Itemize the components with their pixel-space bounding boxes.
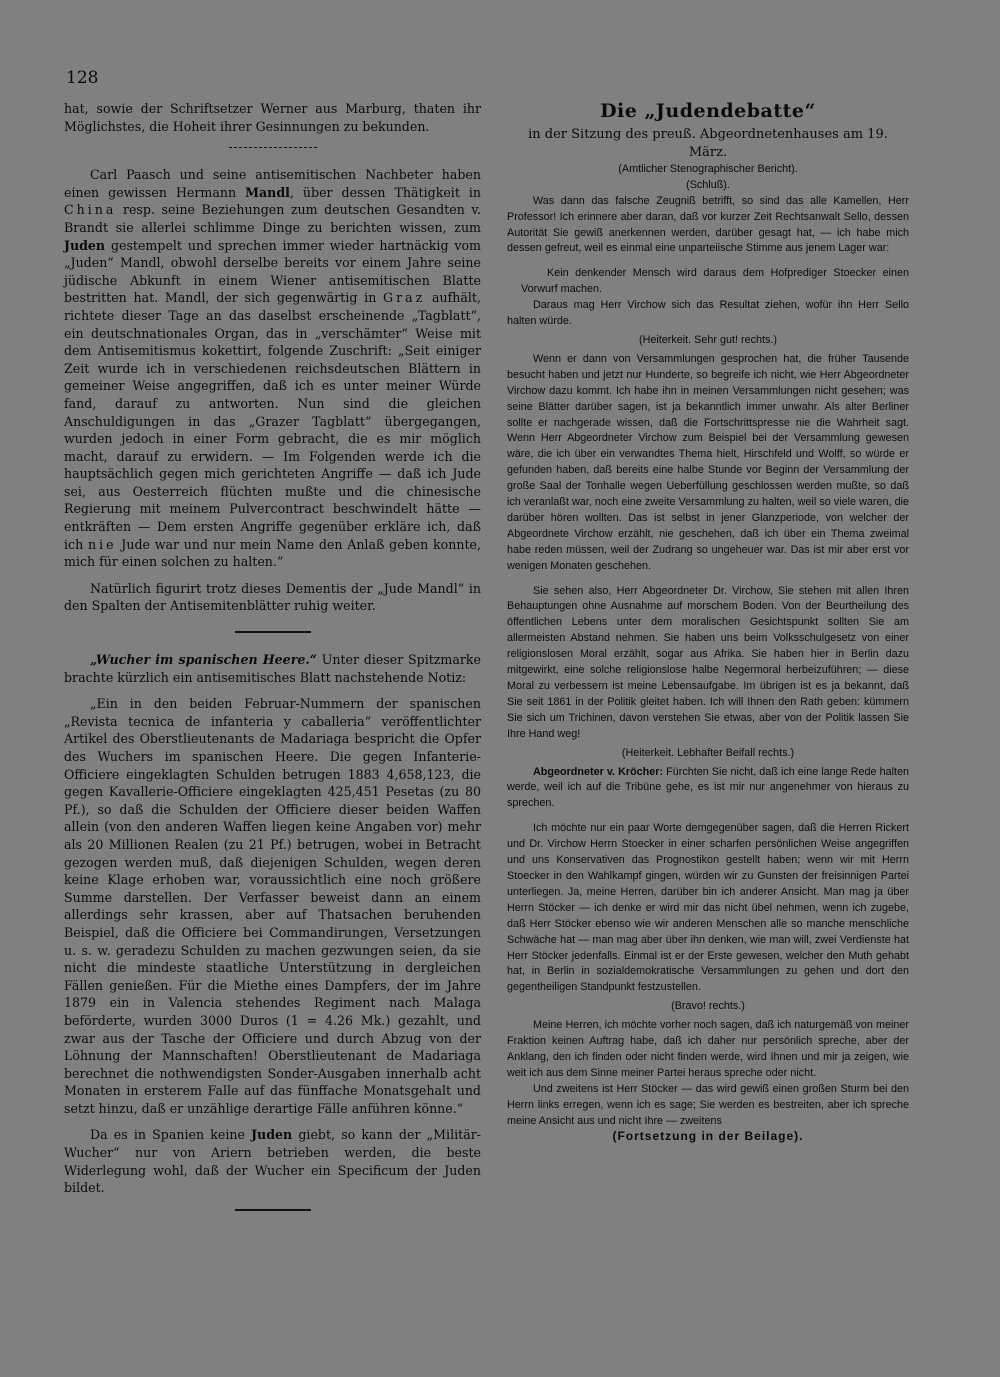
- text-span: gestempelt und sprechen immer wieder hartnäckig vom „Juden“ Mandl, obwohl derselbe bereits vor einem Jahre seine jüdische Abkunft in einem Wiener antisemitischen Blatte bestritten hat. Mandl, der sich gegenwärtig in: [64, 237, 481, 306]
- word-china: China: [64, 202, 117, 218]
- spacer: [64, 571, 481, 580]
- text-span: Unter dieser Spitzmarke brachte kürzlich ein antisemitisches Blatt nachstehende Notiz:: [64, 652, 481, 685]
- reaction-1: (Heiterkeit. Sehr gut! rechts.): [638, 333, 777, 346]
- right-paragraph-2: Daraus mag Herr Virchow sich das Resultat ziehen, wofür ihn Herr Sello halten würde.: [507, 299, 909, 328]
- text-span: resp. seine Beziehungen zum deutschen Gesandten v. Brandt sie allerlei schlimme Dinge zu berichten wissen, zum: [64, 202, 481, 235]
- text-span: Da es in Spanien keine: [90, 1127, 252, 1143]
- text-span: Jude war und nur mein Name den Anlaß geben konnte, mich für einen solchen zu halten.“: [64, 536, 481, 570]
- word-graz: Graz: [383, 290, 426, 306]
- right-paragraph-5: Ich möchte nur ein paar Worte demgegenüber sagen, daß die Herren Rickert und Dr. Virchow Herrn Stoecker in einer scharfen persönlichen Weise angegriffen und uns Konservativen das Prognostikon gestellt haben; wenn wir mit Herrn Stoecker in den Wahlkampf gingen, würden wir zu Gunsten der freisinnigen Partei unterliegen. Ja, meine Herren, darüber bin ich anderer Ansicht. Man mag ja über Herrn Stöcker — ich denke er wird mir das nicht übel nehmen, wenn ich zugebe, daß Herr Stöcker ebenso wie wir anderen Menschen alle so manche menschliche Schwäche hat — man mag aber über ihn denken, wie man will, zwei Verdienste hat Herr Stöcker jedenfalls. Einmal ist er der Erste gewesen, welcher den Muth gehabt hat, in Berlin in sozialdemokratische Versammlungen zu gehen und dort den gegentheiligen Standpunkt festzustellen.: [507, 822, 909, 994]
- right-paragraph-3: Wenn er dann von Versammlungen gesprochen hat, die früher Tausende besucht haben und jetzt nur Hunderte, so begreife ich nicht, wie Herr Abgeordneter Virchow dazu kommt. Ich habe ihn in meinen Versammlungen nicht gesehen; was seine Blätter darüber sagen, ist ja bekanntlich immer unwahr. Als alter Berliner sollte er nachgerade wissen, daß die Fortschrittspresse nie die Wahrheit sagt. Wenn Herr Abgeordneter Virchow zum Beispiel bei der Versammlung gewesen wäre, die ich über ein verwandtes Thema hielt, Hirschfeld und Wolff, so würde er gefunden haben, daß bereits eine halbe Stunde vor Beginn der Versammlung der große Saal der Tonhalle wegen Ueberfüllung geschlossen werden mußte, so daß ich veranlaßt war, noch eine zweite Versammlung zu halten, weil so viele waren, die darüber hören wollten. Das ist selbst in jener Glanzperiode, von welcher der Abgeordnete Virchow erzählt, nie geschehen, daß ich über ein Thema zweimal habe reden müssen, weil der Zudrang so ungeheuer war. Das ist mir aber erst vor wenigen Monaten geschehen.: [507, 352, 909, 572]
- text-span: Carl Paasch und seine antisemitischen Nachbeter haben einen gewissen Hermann: [64, 167, 481, 200]
- left-paragraph-conclusion: [64, 1126, 481, 1196]
- word-juden: Juden: [251, 1127, 293, 1143]
- left-paragraph-1: hat, sowie der Schriftsetzer Werner aus Marburg, thaten ihr Möglichstes, die Hoheit ihrer Gesinnungen zu bekunden.: [64, 101, 481, 134]
- reaction-3: (Bravo! rechts.): [671, 1000, 745, 1013]
- right-column: [507, 100, 909, 1145]
- left-column: [64, 100, 481, 1211]
- end-separator: [235, 1209, 311, 1211]
- speaker-name: Abgeordneter v. Kröcher:: [533, 765, 664, 778]
- name-mandl: Mandl: [245, 184, 290, 200]
- right-paragraph-4: Sie sehen also, Herr Abgeordneter Dr. Virchow, Sie stehen mit allen Ihren Behauptungen ohne Ausnahme auf morschem Boden. Von der Beurtheilung des öffentlichen Lebens unter dem moralischen Gesichtspunkt sollten Sie am allermeisten Abstand nehmen. Sie haben uns beim Volksschulgesetz von einer religionslosen Moral erzählt, sogar aus Afrika. Sie haben hier in Berlin dazu mitgewirkt, eine solche religionslose halbe Negermoral herbeizuführen; — diese Moral zu verbessern ist meine Lebensaufgabe. Im übrigen ist es ja bekannt, daß Sie seit 1861 in der Politik gleitet haben. Ich will Ihnen den Rath geben: kümmern Sie sich um Trichinen, davon verstehen Sie etwas, aber von der Politik lassen Sie Ihre Hand weg!: [507, 584, 909, 740]
- article-part-note: (Schluß).: [686, 178, 730, 191]
- article-subtitle: in der Sitzung des preuß. Abgeordnetenhauses am 19. März.: [528, 126, 888, 160]
- right-paragraph-kroecher: [507, 765, 909, 813]
- text-span: giebt, so kann der „Militär-Wucher“ nur von Ariern betrieben werden, die beste Widerlegung wohl, daß der Wucher ein Specificum der Juden bildet.: [64, 1127, 481, 1196]
- text-span: aufhält, richtete dieser Tage an das daselbst erscheinende „Tagblatt“, ein deutschnationales Organ, das in „verschämter“ Weise mit dem Antisemitismus kokettirt, folgende Zuschrift: „Seit einiger Zeit wurde ich in verschiedenen reichsdeutschen Blättern in gemeiner Weise angegriffen, daß ich es unter meiner Würde fand, darauf zu antworten. Nun sind die gleichen Anschuldigungen in das „Grazer Tagblatt“ übergegangen, wurden jedoch in einer Form gebracht, die es mir möglich macht, darauf zu erwidern. — Im Folgenden werde ich die hauptsächlich gegen mich gerichteten Angriffe — daß ich Jude sei, aus Oesterreich flüchten mußte und die chinesische Regierung mit meinem Pulvercontract beschwindelt hätte — entkräften — Dem ersten Angriffe gegenüber erkläre ich, daß ich: [64, 290, 481, 552]
- dashed-separator: [229, 147, 317, 148]
- left-paragraph-mandl: [64, 166, 481, 571]
- spacer: [507, 575, 909, 584]
- article-title: Die „Judendebatte“: [600, 100, 816, 122]
- text-span: Fürchten Sie nicht, daß ich eine lange Rede halten werde, weil ich auf die Tribüne gehe, es ist mir nur angenehmer von hieraus zu sprechen.: [507, 765, 910, 810]
- left-paragraph-wucher-quote: „Ein in den beiden Februar-Nummern der spanischen „Revista tecnica de infanteria y caballeria“ veröffentlichter Artikel des Oberstlieutenants de Madariaga bespricht die Opfer des Wuchers im spanischen Heere. Die gegen Infanterie-Officiere eingeklagten Schulden betrugen 1883 4,658,123, die gegen Kavallerie-Officiere eingeklagten 425,451 Pesetas (zu 80 Pf.), so daß die Schulden der Officiere dieser beiden Waffen allein (von den anderen Waffen liegen keine Angaben vor) mehr als 20 Millionen Realen (zu 21 Pf.) betrugen, wobei in Betracht gezogen werden muß, daß diejenigen Schulden, wegen deren keine Klage erhoben war, voraussichtlich eine noch größere Summe darstellen. Der Verfasser beweist dann an einem allerdings sehr krassen, aber auf Thatsachen beruhenden Beispiel, daß die Officiere bei Commandirungen, Versetzungen u. s. w. geradezu Schulden zu machen gezwungen seien, da sie nicht die mindeste staatliche Unterstützung in dergleichen Fällen genießen. Für die Miethe eines Dampfers, der im Jahre 1879 ein in Valencia stehendes Regiment nach Malaga beförderte, wurden 3000 Duros (1 = 4.26 Mk.) gezahlt, und zwar aus der Tasche der Officiere und durch Abzug von der Löhnung der Mannschaften! Oberstlieutenant de Madariaga berechnet die nothwendigsten Sonder-Ausgaben innerhalb acht Monaten in ersterem Falle auf das fünffache Monatsgehalt und setzt hinzu, daß er unzählige derartige Fälle anführen könne.“: [64, 696, 481, 1116]
- spacer: [64, 1117, 481, 1126]
- right-paragraph-6: Meine Herren, ich möchte vorher noch sagen, daß ich naturgemäß von meiner Fraktion keinen Auftrag habe, daß ich daher nur persönlich spreche, aber der Anklang, den ich finden oder nicht finden werde, wird Ihnen und mir ja zeigen, wie weit ich aus dem Sinne meiner Partei heraus spreche oder nicht.: [507, 1019, 909, 1079]
- article-source: (Amtlicher Stenographischer Bericht).: [618, 162, 798, 175]
- text-span: , über dessen Thätigkeit in: [289, 184, 481, 200]
- left-paragraph-wucher-intro: [64, 651, 481, 686]
- right-quote: Kein denkender Mensch wird daraus dem Hofprediger Stoecker einen Vorwurf machen.: [521, 267, 909, 296]
- solid-separator: [235, 631, 311, 633]
- right-paragraph-7: Und zweitens ist Herr Stöcker — das wird gewiß einen großen Sturm bei den Herrn links erregen, wenn ich es sage; Sie werden es bestreiten, aber ich spreche meine Ansicht aus und nicht Ihre — zweitens: [507, 1082, 909, 1127]
- spacer: [507, 812, 909, 821]
- article-headline: „Wucher im spanischen Heere.“: [90, 652, 317, 668]
- spacer: [507, 257, 909, 266]
- word-juden: Juden: [64, 237, 106, 253]
- spacer: [64, 686, 481, 695]
- left-paragraph-dementi: Natürlich figurirt trotz dieses Dementis der „Jude Mandl“ in den Spalten der Antisemitenblätter ruhig weiter.: [64, 580, 481, 614]
- page-number: 128: [66, 68, 99, 88]
- reaction-2: (Heiterkeit. Lebhafter Beifall rechts.): [621, 746, 795, 759]
- word-nie: nie: [87, 536, 117, 552]
- continuation-note: (Fortsetzung in der Beilage).: [612, 1129, 804, 1144]
- right-paragraph-1: Was dann das falsche Zeugniß betrifft, so sind das alle Kamellen, Herr Professor! Ich erinnere aber daran, daß vor kurzer Zeit Rechtsanwalt Sello, dessen Autorität Sie gewiß anerkennen werden, darüber gesagt hat, — ich habe mich dessen gefreut, weil es einmal eine unparteiische Stimme aus jenem Lager war:: [507, 194, 909, 255]
